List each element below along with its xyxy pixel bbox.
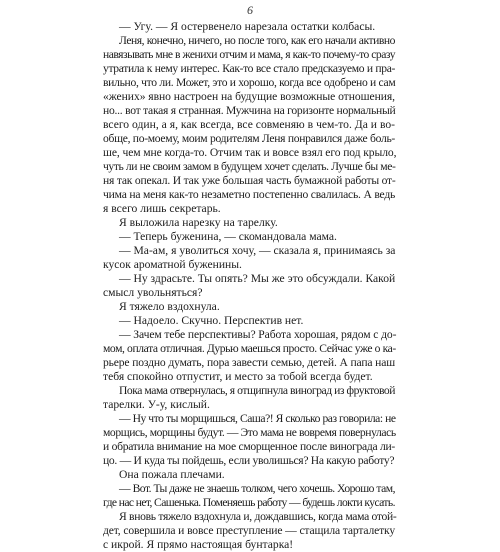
- text-line: я всего лишь секретарь.: [103, 202, 221, 215]
- text-line: «жених» явно настроен на будущие возможные отношения,: [103, 90, 396, 103]
- text-line: — Ну здрасьте. Ты опять? Мы же это обсуждали. Какой: [119, 272, 396, 285]
- text-line: — Теперь буженина, — скомандовала мама.: [119, 230, 337, 243]
- text-line: — Зачем тебе перспективы? Работа хорошая, рядом с до-: [119, 328, 397, 341]
- text-line: дет, совершила и вовсе преступление — стащила тарталетку: [103, 524, 395, 537]
- text-line: смысл увольняться?: [103, 286, 203, 299]
- text-line: — Надоело. Скучно. Перспектив нет.: [119, 314, 304, 327]
- text-line: тарелки. У-у, кислый.: [103, 398, 210, 411]
- text-line: всего один, а я, как всегда, все совменяю в чем-то. Да и во-: [103, 118, 395, 131]
- text-line: Леня, конечно, ничего, но после того, как его начали активно: [119, 34, 395, 47]
- text-line: Она пожала плечами.: [119, 468, 225, 481]
- text-line: навязывать мне в женихи отчим и мама, я как-то почему-то сразу: [103, 48, 395, 61]
- text-line: и обратила внимание на мое сморщенное после винограда ли-: [103, 440, 395, 453]
- text-line: морщись, морщины будут. — Это мама не вовремя повернулась: [103, 426, 396, 439]
- text-line: — Угу. — Я остервенело нарезала остатки колбасы.: [119, 20, 376, 33]
- text-line: кусок ароматной буженины.: [103, 258, 242, 271]
- text-line: — Вот. Ты даже не знаешь толком, чего хочешь. Хорошо там,: [119, 482, 395, 495]
- text-line: обще, по-моему, моим родителям Леня понравился даже боль-: [103, 132, 395, 145]
- text-line: с икрой. Я прямо настоящая бунтарка!: [103, 538, 294, 551]
- text-line: Я тяжело вздохнула.: [119, 300, 220, 313]
- text-line: рьере поздно думать, пора завести семью, детей. А папа наш: [103, 356, 395, 369]
- text-line: — Ну что ты морщишься, Саша?! Я сколько раз говорила: не: [119, 412, 396, 425]
- page-text: [103, 20, 395, 552]
- text-line: ня так опекал. И так уже большая часть бумажной работы от-: [103, 174, 396, 187]
- text-line: чима на меня как-то незаметно постепенно свалилась. А ведь: [103, 188, 396, 201]
- text-line: Я вновь тяжело вздохнула и, дождавшись, когда мама отой-: [119, 510, 397, 523]
- text-line: тебя спокойно отпустит, и место за тобой всегда будет.: [103, 370, 373, 383]
- text-line: Пока мама отвернулась, я отщипнула виноград из фруктовой: [119, 384, 395, 397]
- text-line: Я выложила нарезку на тарелку.: [119, 216, 278, 229]
- text-line: — Ма-ам, я уволиться хочу, — сказала я, принимаясь за: [119, 244, 396, 257]
- text-line: ше, чем мне когда-то. Отчим так и вовсе взял его под крыло,: [103, 146, 397, 159]
- text-line: цо. — И куда ты пойдешь, если уволишься? На какую работу?: [103, 454, 395, 467]
- text-line: вильно, что ли. Может, это и хорошо, когда все одобрено и сам: [103, 76, 396, 89]
- text-line: утратила к нему интерес. Как-то все стало предсказуемо и пра-: [103, 62, 395, 75]
- text-line: где нас нет, Сашенька. Поменяешь работу — будешь локти кусать.: [103, 496, 395, 509]
- text-line: но... вот такая я странная. Мужчина на горизонте нормальный: [103, 104, 396, 117]
- page-number: 6: [247, 3, 253, 17]
- text-line: чуть ли не своим замом в будущем хочет сделать. Лучше бы ме-: [103, 160, 396, 173]
- text-line: мом, оплата отличная. Дурью маешься просто. Сейчас уже о ка-: [103, 342, 396, 355]
